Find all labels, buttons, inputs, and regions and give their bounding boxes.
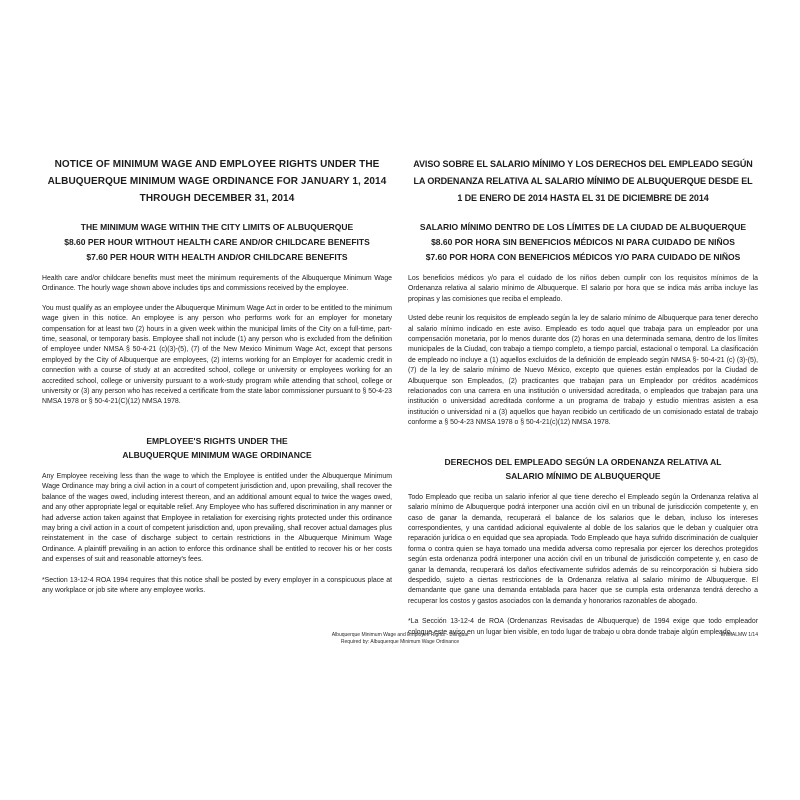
spanish-rights-heading-line2: SALARIO MÍNIMO DE ALBUQUERQUE bbox=[505, 470, 661, 481]
spanish-wage-line1: SALARIO MÍNIMO DENTRO DE LOS LÍMITES DE LA CIUDAD DE ALBUQUERQUE bbox=[419, 222, 747, 232]
english-title-line3: THROUGH DECEMBER 31, 2014 bbox=[139, 193, 295, 204]
english-wage-line3: $7.60 PER HOUR WITH HEALTH AND/OR CHILDCARE BENEFITS bbox=[86, 252, 348, 262]
spanish-benefits-paragraph: Los beneficios médicos y/o para el cuidado de los niños deben cumplir con los requisitos mínimos de la Ordenanza relativa al salario mínimo de Albuquerque. El salario por hora que se indica más arriba incluye las propinas y las comisiones que reciba el empleado. bbox=[408, 275, 758, 303]
english-rights-heading-line2: ALBUQUERQUE MINIMUM WAGE ORDINANCE bbox=[122, 449, 312, 460]
english-eligibility-paragraph: You must qualify as an employee under the Albuquerque Minimum Wage Act in order to be entitled to the minimum wage given in this notice. An employee is any person who performs work for an employer for monetary compensation for at least two (2) hours in a given week within the municipal limits of the City on a full-time, part-time, seasonal, or temporary basis. Employee shall not include (1) any person who is excluded from the definition of employee under NMSA § 50-4-21 (c)(3)-(5), (7) of the New Mexico Minimum Wage Act, except that persons employed by the City of Albuquerque are employees, (2) interns working for an Employer for academic credit in connection with a course of study at an accredited school, college or university or employees working for an accredited school, college or university pursuant to a work-study program while attending that school, college or university or (3) any person who has received a certificate from the state labor commissioner pursuant to § 50-4-23 NMSA 1978 or § 50-4-21(C)(12) NMSA 1978. bbox=[42, 304, 392, 406]
spanish-rights-heading-line1: DERECHOS DEL EMPLEADO SEGÚN LA ORDENANZA RELATIVA AL bbox=[444, 456, 722, 467]
spanish-wage-line2: $8.60 POR HORA SIN BENEFICIOS MÉDICOS NI PARA CUIDADO DE NIÑOS bbox=[431, 237, 735, 247]
english-notice-title bbox=[42, 156, 392, 207]
english-column bbox=[42, 156, 392, 638]
spanish-rights-paragraph: Todo Empleado que reciba un salario inferior al que tiene derecho el Empleado según la Ordenanza relativa al salario mínimo de Albuquerque podrá interponer una acción civil en un tribunal de jurisdicción competente y, en caso de ganar la demanda, recuperará el balance de los salarios que le deban, incluso los intereses correspondientes, y una cantidad adicional equivalente al doble de los salarios que le deban y cualquier otra reparación jurídica o en equidad que sea apropiada. Todo Empleado que haya sufrido discriminación de cualquier forma o contra quien se haya tomado una medida adversa como represalia por ejercer los derechos protegidos según esta ordenanza podrá interponer una acción civil en un tribunal de jurisdicción competente y, en caso de ganar la demanda, recuperará los daños efectivamente sufridos además de su reincorporación si hubiera sido despedido, sujeto a ciertas restricciones de la Ordenanza relativa al salario mínimo de Albuquerque. El demandante que gane una demanda entablada para hacer que se cumpla esta ordenanza tendrá derecho a recuperar los costos y gastos asociados con la demanda y honorarios razonables de abogado. bbox=[408, 493, 758, 605]
english-wage-line1: THE MINIMUM WAGE WITHIN THE CITY LIMITS OF ALBUQUERQUE bbox=[80, 222, 354, 232]
spanish-notice-title bbox=[408, 156, 758, 207]
english-rights-heading bbox=[42, 434, 392, 462]
english-wage-summary bbox=[42, 220, 392, 265]
spanish-wage-line3: $7.60 POR HORA CON BENEFICIOS MÉDICOS Y/O PARA CUIDADO DE NIÑOS bbox=[425, 252, 741, 262]
english-rights-paragraph: Any Employee receiving less than the wage to which the Employee is entitled under the Albuquerque Minimum Wage Ordinance may bring a civil action in a court of competent jurisdiction and, upon prevailing, shall recover the balance of the wages owed, including interest thereon, and an additional amount equal to twice the wages owed, and any other appropriate legal or equitable relief. Any Employee who has suffered discrimination in any manner or had adverse action taken against that Employee in retaliation for exercising rights protected under this ordinance may bring a civil action in a court of competent jurisdiction and, upon prevailing, shall recover actual damages plus reinstatement in the case of discharge subject to certain restrictions in the Albuquerque Minimum Wage Ordinance. A plaintiff prevailing in an action to enforce this ordinance shall be entitled to recover his or her costs and expenses of suit and reasonable attorney's fees. bbox=[42, 472, 392, 564]
spanish-column bbox=[408, 156, 758, 638]
english-title-line2: ALBUQUERQUE MINIMUM WAGE ORDINANCE FOR JANUARY 1, 2014 bbox=[47, 176, 387, 187]
spanish-title-line2: LA ORDENANZA RELATIVA AL SALARIO MÍNIMO DE ALBUQUERQUE DESDE EL bbox=[413, 176, 753, 186]
footer-label-line1: Albuquerque Minimum Wage and Employee Rights - Bilingual bbox=[331, 632, 469, 638]
english-wage-line2: $8.60 PER HOUR WITHOUT HEALTH CARE AND/OR CHILDCARE BENEFITS bbox=[64, 237, 370, 247]
english-benefits-paragraph: Health care and/or childcare benefits must meet the minimum requirements of the Albuquerque Minimum Wage Ordinance. The hourly wage shown above includes tips and commissions received by the employee. bbox=[42, 275, 392, 293]
spanish-wage-summary bbox=[408, 220, 758, 265]
english-posting-note: *Section 13-12-4 ROA 1994 requires that this notice shall be posted by every employer in a conspicuous place at any workplace or job site where any employee works. bbox=[42, 576, 392, 594]
spanish-posting-note: *La Sección 13-12-4 de ROA (Ordenanzas Revisadas de Albuquerque) de 1994 exige que todo empleador coloque este aviso en un lugar bien visible, en todo lugar de trabajo u obra donde trabaje algún empleado. bbox=[408, 618, 758, 636]
poster-footer bbox=[0, 632, 800, 648]
english-rights-heading-line1: EMPLOYEE'S RIGHTS UNDER THE bbox=[146, 435, 288, 446]
footer-label-line2: Required by: Albuquerque Minimum Wage Ordinance bbox=[340, 638, 460, 645]
spanish-title-line1: AVISO SOBRE EL SALARIO MÍNIMO Y LOS DERECHOS DEL EMPLEADO SEGÚN bbox=[413, 159, 753, 169]
spanish-title-line3: 1 DE ENERO DE 2014 HASTA EL 31 DE DICIEMBRE DE 2014 bbox=[457, 193, 709, 203]
english-title-line1: NOTICE OF MINIMUM WAGE AND EMPLOYEE RIGHTS UNDER THE bbox=[54, 159, 380, 170]
spanish-rights-heading bbox=[408, 455, 758, 483]
spanish-eligibility-paragraph: Usted debe reunir los requisitos de empleado según la ley de salario mínimo de Albuquerque para tener derecho al salario mínimo indicado en este aviso. Empleado es todo aquel que trabaja para un empleador por una compensación monetaria, por lo menos durante dos (2) horas en una determinada semana, dentro de los límites municipales de la Ciudad, con trabajo a tiempo completo, a tiempo parcial, estacional o temporal. La clasificación de empleado no incluye a (1) aquellos excluidos de la definición de empleado según NMSA §- 50-4-21 (c) (3)-(5), (7) de la ley de salario mínimo de Nuevo México, excepto que quienes están empleados por la Ciudad de Albuquerque son Empleados, (2) practicantes que trabajan para un Empleador por créditos académicos relacionados con una carrera en una institución o universidad acreditada, o empleados que trabajan para una institución o universidad acreditada conforme a un programa de trabajo y estudio mientras asisten a esa institución o universidad ni a (3) aquellos que hayan recibido un certificado de un comisionado estatal de trabajo conforme a § 50-4-23 NMSA 1978 o § 50-4-21(c)(12) NMSA 1978. bbox=[408, 315, 758, 427]
footer-form-code: ENMALMW 1/14 bbox=[720, 632, 758, 638]
footer-label bbox=[332, 632, 469, 645]
